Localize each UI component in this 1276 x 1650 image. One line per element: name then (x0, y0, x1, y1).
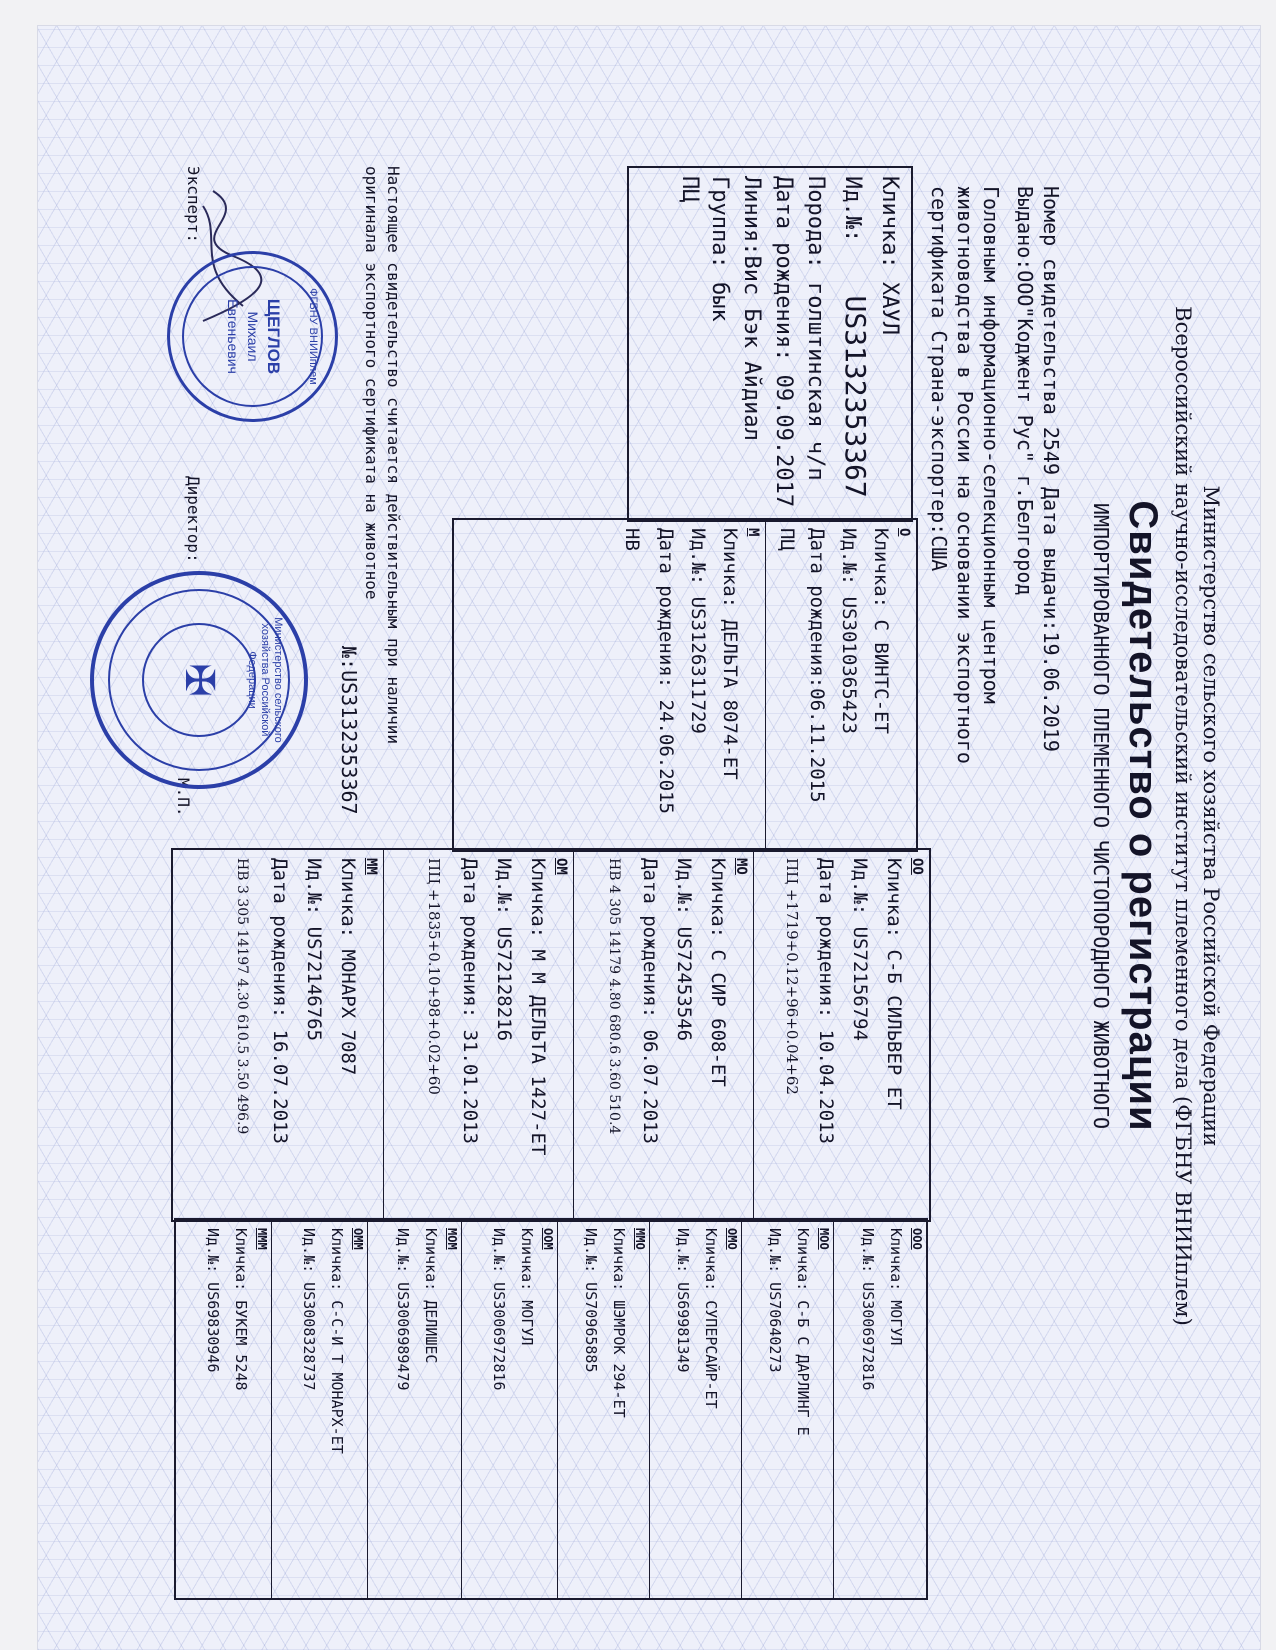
mm-cell (173, 850, 384, 1220)
mm-id: Ид.№: US72146765 (303, 858, 325, 1042)
ggp-cell (741, 1220, 834, 1598)
ggp-cell (557, 1220, 650, 1598)
mo-cell (573, 850, 754, 1220)
oo-name: Кличка: С-Б СИЛЬВЕР ЕТ (883, 858, 905, 1110)
sire-id: Ид.№: US3010365423 (838, 528, 860, 734)
dam-relation: М (745, 528, 761, 537)
ggp-name: Кличка: БУКЕМ 5248 (232, 1228, 250, 1391)
validity-note-line-2: оригинала экспортного сертификата на животное (362, 166, 381, 600)
ggp-id: Ид.№: US70965885 (582, 1228, 600, 1373)
certificate-paper (38, 26, 1260, 1650)
animal-dob: Дата рождения: 09.09.2017 (771, 176, 796, 508)
ministry-heading: Министерство сельского хозяйства Российской Федерации (1199, 485, 1223, 1147)
issued-to-line: Выдано:ООО"Коджент Рус" г.Белгород (1013, 186, 1037, 596)
om-id: Ид.№: US72128216 (493, 858, 515, 1042)
ggp-relation: ООМ (541, 1228, 555, 1250)
official-seal-text: Министерство сельского хозяйства Российской Федерации (246, 617, 284, 743)
expert-stamp-name: ЩЕГЛОВ (264, 298, 283, 375)
mo-dob: Дата рождения: 06.07.2013 (639, 858, 661, 1144)
certificate-content (83, 66, 1233, 1616)
ggp-relation: ОММ (351, 1228, 365, 1250)
eagle-emblem-icon: ✠ (177, 663, 221, 697)
ggp-relation: МОМ (445, 1228, 459, 1250)
institute-heading: Всероссийский научно-исследовательский институт племенного дела (ФГБНУ ВНИИплем) (1171, 306, 1195, 1326)
center-line-3: сертификата Страна-экспортер:США (927, 186, 951, 572)
animal-pi: ПЦ (677, 176, 702, 203)
expert-stamp-first-name: Михаил (245, 311, 261, 362)
sire-name: Кличка: С ВИНТС-ЕТ (870, 528, 892, 734)
om-relation: ОМ (553, 858, 569, 875)
ggp-name: Кличка: МОГУЛ (887, 1228, 905, 1346)
animal-box (627, 166, 913, 522)
validity-note-number: №:US3132353367 (337, 646, 361, 815)
ggp-name: Кличка: С-С-И Т МОНАРХ-ЕТ (328, 1228, 346, 1454)
dam-name: Кличка: ДЕЛЬТА 8074-ЕТ (719, 528, 741, 780)
oo-relation: ОО (909, 858, 925, 875)
parents-box (452, 518, 918, 852)
animal-breed: Порода: голштинская ч/п (803, 176, 828, 481)
center-line-1: Головным информационно-селекционным центром (979, 186, 1003, 704)
oo-dob: Дата рождения: 10.04.2013 (815, 858, 837, 1144)
om-dob: Дата рождения: 31.01.2013 (459, 858, 481, 1144)
animal-group: Группа: бык (707, 176, 732, 322)
oo-id: Ид.№: US72156794 (849, 858, 871, 1042)
ggp-id: Ид.№: US70640273 (766, 1228, 784, 1373)
ggp-name: Кличка: С-Б С ДАРЛИНГ Е (794, 1228, 812, 1436)
expert-stamp (167, 251, 338, 422)
ggp-relation: МОО (817, 1228, 831, 1250)
mo-name: Кличка: С СИР 608-ЕТ (707, 858, 729, 1087)
validity-note-line-1: Настоящее свидетельство считается действительным при наличии (384, 166, 403, 744)
mm-relation: ММ (363, 858, 379, 875)
ggp-relation: ООО (910, 1228, 924, 1250)
ggp-id: Ид.№: US3006989479 (394, 1228, 412, 1391)
ggp-name: Кличка: МОГУЛ (518, 1228, 536, 1346)
sire-cell (766, 520, 916, 850)
mp-label: М.П. (174, 778, 193, 817)
ggp-cell (367, 1220, 462, 1598)
dam-id: Ид.№: US3126311729 (687, 528, 709, 734)
sire-pi: ПЦ (776, 528, 798, 551)
expert-stamp-patronymic: Евгеньевич (225, 299, 241, 374)
ggp-name: Кличка: ШЭМРОК 294-ЕТ (610, 1228, 628, 1418)
ggp-id: Ид.№: US3006972816 (859, 1228, 877, 1391)
ggp-id: Ид.№: US69981349 (674, 1228, 692, 1373)
oo-pi: ПЦ +1719+0.12+96+0.04+62 (783, 858, 801, 1095)
ggp-name: Кличка: ДЕЛИШЕС (422, 1228, 440, 1364)
mm-name: Кличка: МОНАРХ 7087 (337, 858, 359, 1076)
animal-line: Линия:Вис Бэк Айдиал (739, 176, 764, 441)
page-subtitle: ИМПОРТИРОВАННОГО ПЛЕМЕННОГО ЧИСТОПОРОДНОГО ЖИВОТНОГО (1089, 502, 1113, 1130)
animal-name: Кличка: ХАУЛ (877, 176, 902, 335)
certificate-number-line: Номер свидетельства 2549 Дата выдачи:19.06.2019 (1039, 186, 1063, 752)
mo-id: Ид.№: US72453546 (673, 858, 695, 1042)
dam-nv: НВ (621, 528, 643, 551)
ggp-cell (834, 1220, 926, 1598)
grandparents-box (171, 848, 931, 1222)
om-pi: ПЦ +1835+0.10+98+0.02+60 (425, 858, 443, 1095)
animal-id (837, 176, 871, 498)
ggp-id: Ид.№: US3008328737 (300, 1228, 318, 1391)
ggp-id: Ид.№: US69830946 (204, 1228, 222, 1373)
sire-relation: О (896, 528, 912, 537)
director-label: Директор: (184, 476, 203, 563)
ggp-cell (271, 1220, 368, 1598)
mm-nv: НВ 3 305 14197 4.30 610.5 3.50 496.9 (234, 858, 250, 1135)
sire-dob: Дата рождения:06.11.2015 (806, 528, 828, 803)
page-title: Свидетельство о регистрации (1121, 500, 1165, 1132)
animal-id-value: US3132353367 (839, 295, 872, 498)
dam-dob: Дата рождения: 24.06.2015 (655, 528, 677, 814)
dam-cell (455, 520, 766, 850)
ggp-cell (649, 1220, 742, 1598)
expert-stamp-ring-text: ФГБНУ ВНИИплем (307, 288, 319, 385)
om-cell (383, 850, 574, 1220)
mm-dob: Дата рождения: 16.07.2013 (269, 858, 291, 1144)
ggp-id: Ид.№: US3006972816 (490, 1228, 508, 1391)
mo-relation: МО (733, 858, 749, 875)
ggp-name: Кличка: СУПЕРСАЙР-ЕТ (702, 1228, 720, 1409)
ggp-relation: ММО (633, 1228, 647, 1250)
ggp-cell (177, 1220, 272, 1598)
great-grandparents-box (174, 1218, 928, 1600)
om-name: Кличка: М М ДЕЛЬТА 1427-ЕТ (527, 858, 549, 1156)
official-seal (90, 571, 308, 789)
animal-id-label: Ид.№: (840, 176, 865, 243)
ggp-relation: ОМО (725, 1228, 739, 1250)
mo-nv: НВ 4 305 14179 4.80 680.6 3.60 510.4 (606, 858, 622, 1135)
ggp-relation: МММ (255, 1228, 269, 1250)
oo-cell (754, 850, 929, 1220)
ggp-cell (461, 1220, 558, 1598)
center-line-2: животноводства в России на основании экспортного (953, 186, 977, 764)
expert-label: Эксперт: (184, 166, 203, 244)
